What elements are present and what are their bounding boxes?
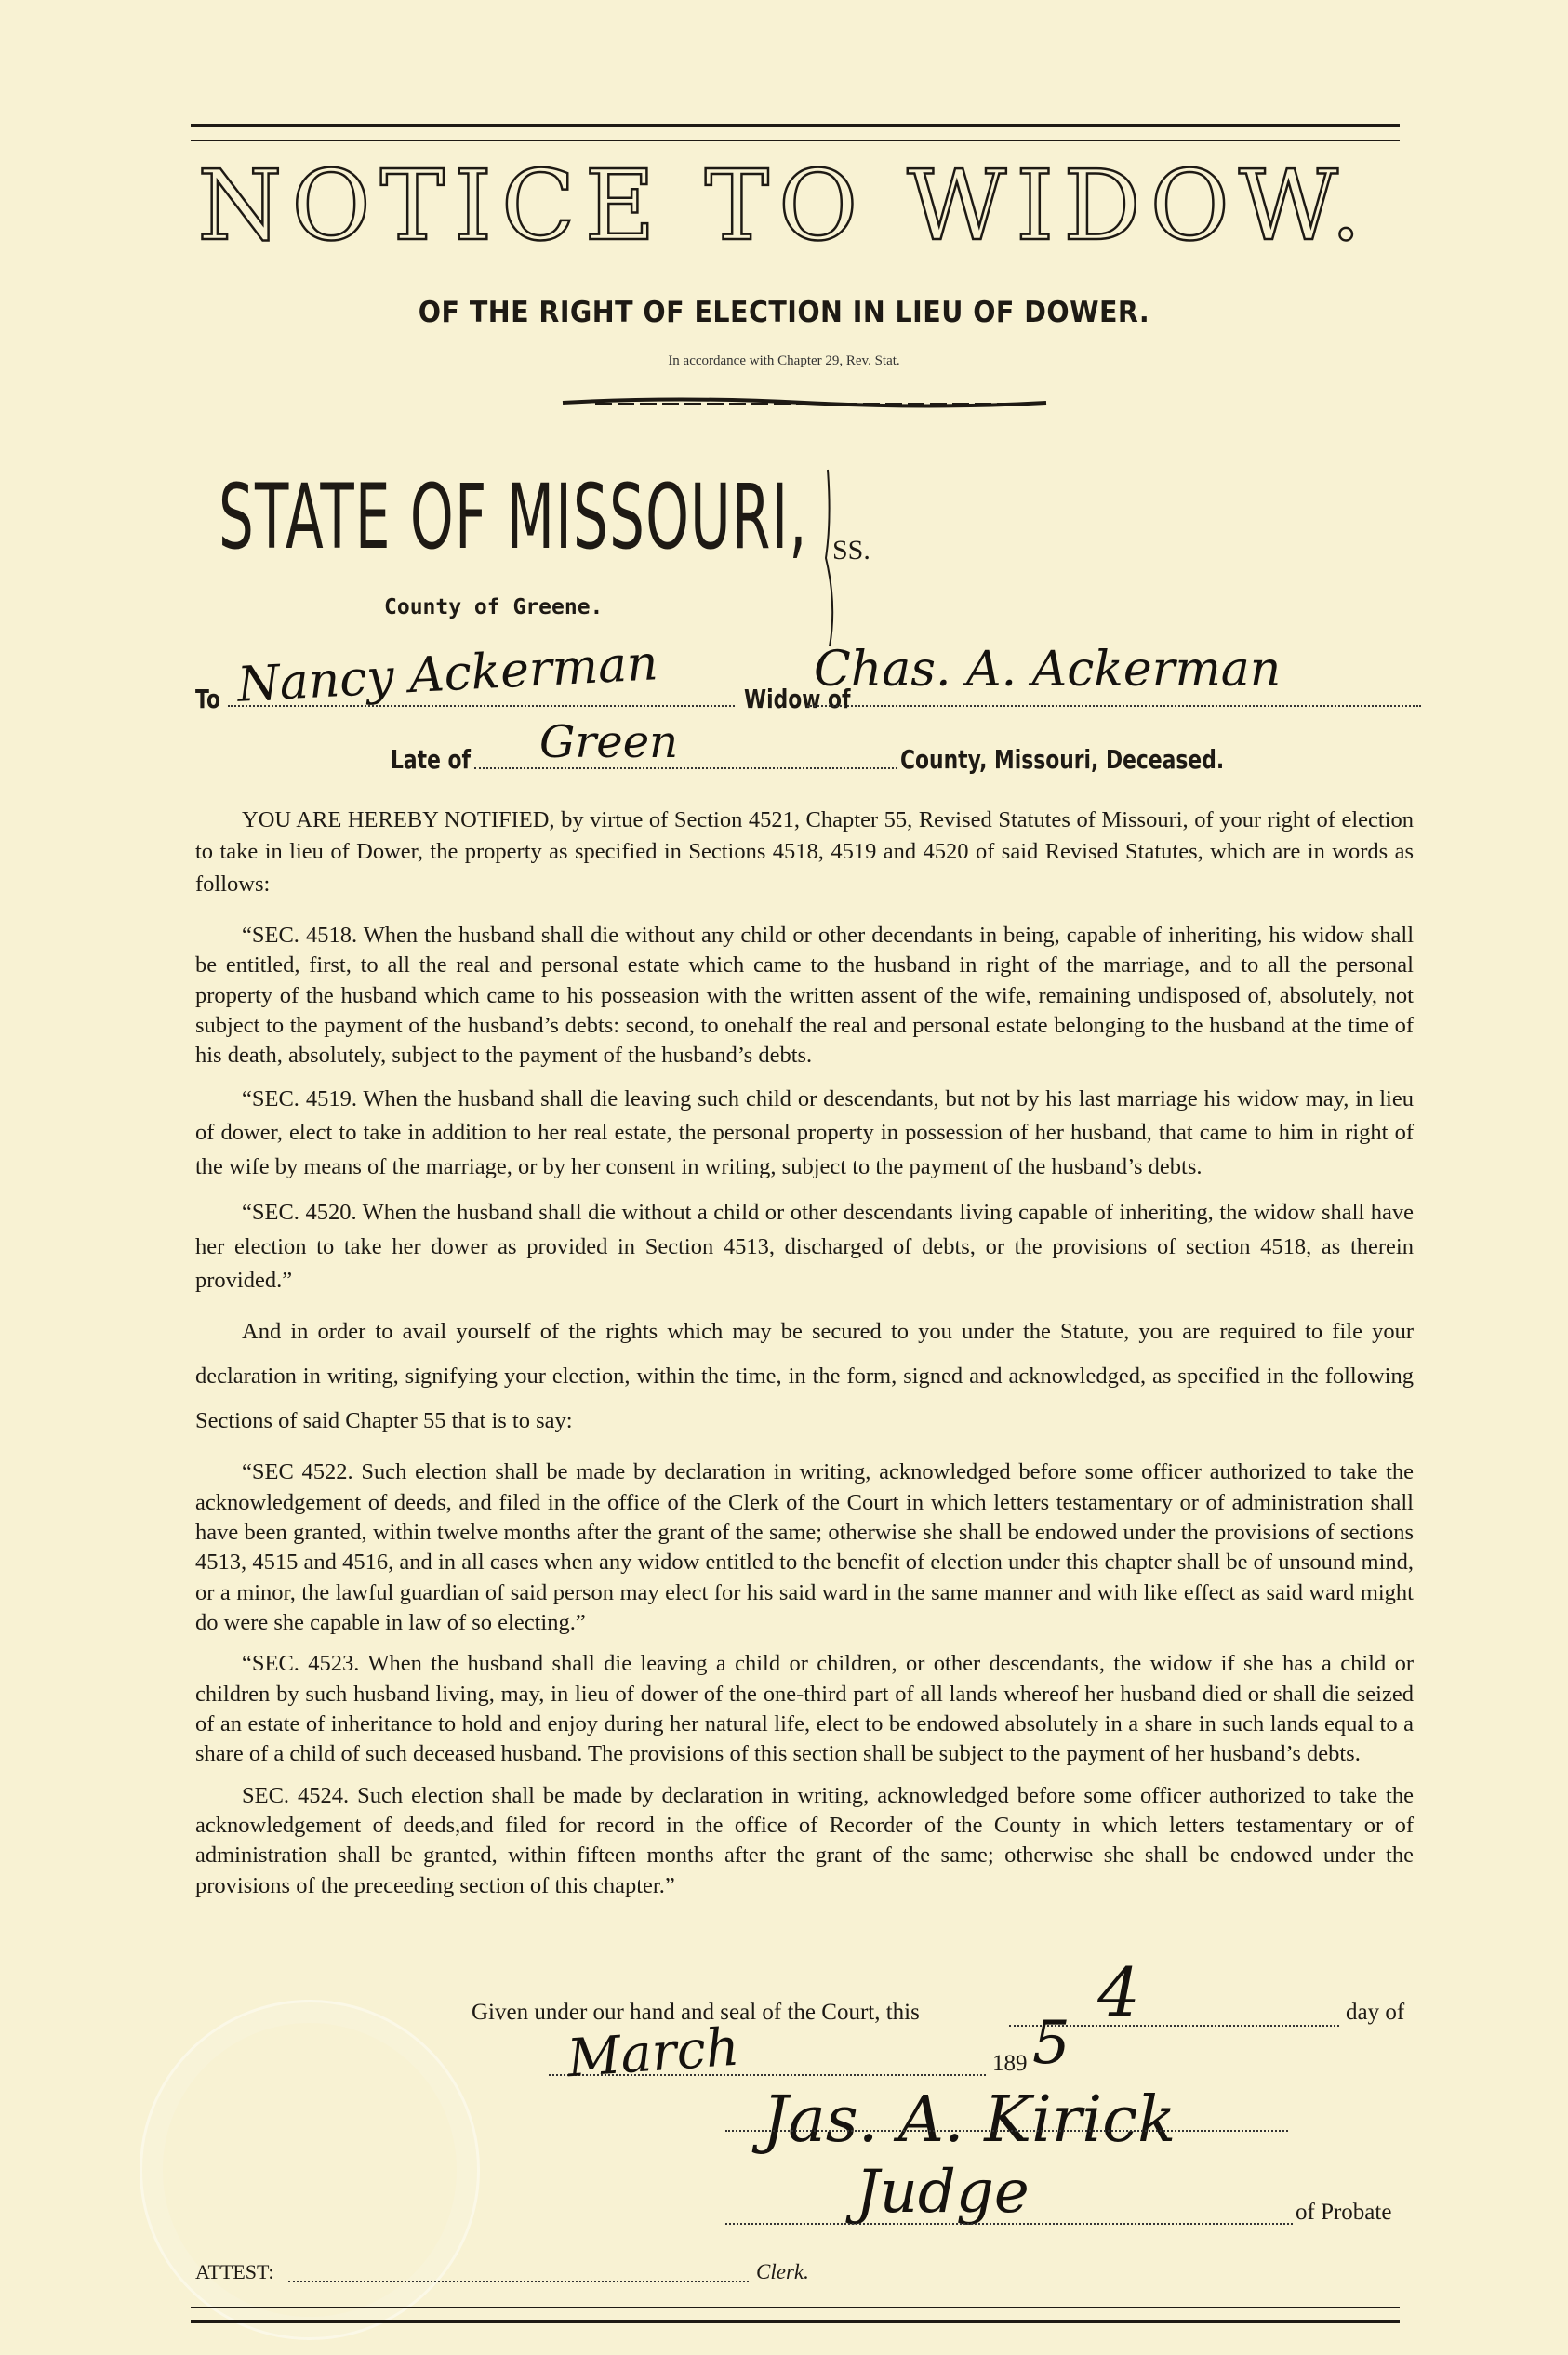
given-under-text: Given under our hand and seal of the Court, this [472,2000,920,2025]
late-of-label: Late of [391,744,472,775]
judge-line [725,2130,1288,2132]
day-value: 4 [1097,1953,1140,2031]
husband-name: Chas. A. Ackerman [814,642,1282,698]
attest-line [288,2281,749,2282]
section-4518-label: “SEC. 4518. [242,922,358,948]
section-4523-text: When the husband shall die leaving a child or children, or other descendants, the widow if she has a child or children by such husband living, may, in lieu of dower of the one-third part of all lands whereof her husband died or shall die seized of an estate of inheritance to hold and enjoy during her natural life, elect to be endowed absolutely in a share in such lands equal to a share of a child of such deceased husband. The provisions of this section shall be subject to the payment of her husband’s debts. [195,1651,1414,1767]
section-4522-label: “SEC 4522. [242,1459,353,1485]
document-subtitle: OF THE RIGHT OF ELECTION IN LIEU OF DOWER. [418,296,1150,329]
section-4518-text: When the husband shall die without any child or other decendants in being, capable of inheriting, his widow shall be entitled, first, to all the real and personal estate which came to the husband in right of the marriage, and to all the personal property of the husband which came to his posseasion with the written assent of the wife, remaining undisposed of, absolutely, not subject to the payment of the husband’s debts: second, to onehalf the real and personal estate belonging to the husband at the time of his death, absolutely, subject to the payment of the husband’s debts. [195,922,1415,1069]
section-4519-text: When the husband shall die leaving such child or descendants, but not by his last marriage his widow may, in lieu of dower, elect to take in addition to her real estate, the personal property in possession of her husband, that came to him in right of the wife by means of the marriage, or by her consent in writing, subject to the payment of the husband’s debts. [195,1085,1414,1180]
county-name: Green [539,716,679,768]
to-label: To [195,684,221,714]
of-probate-label: of Probate [1296,2200,1392,2225]
section-4524 [195,1781,1414,1901]
section-4520-label: “SEC. 4520. [242,1199,357,1225]
clerk-label: Clerk. [756,2260,809,2283]
section-4520 [195,1196,1414,1298]
section-4522-text: Such election shall be made by declaration in writing, acknowledged before some officer authorized to take the acknowledgement of deeds, and filed in the office of the Clerk of the Court in which letters testamentary or of administration shall have been granted, within twelve months after the grant of the same; otherwise she shall be endowed under the provisions of sections 4513, 4515 and 4516, and in all cases when any widow entitled to the benefit of election under this chapter shall be of unsound mind, or a minor, the lawful guardian of said person may elect for his said ward in the same manner and with like effect as said ward might do were she capable in law of so electing.” [195,1459,1415,1635]
statute-note: In accordance with Chapter 29, Rev. Stat. [668,353,900,368]
section-4520-text: When the husband shall die without a child or other descendants living capable of inheriting, the widow shall have her election to take her dower as provided in Section 4513, discharged of debts, or the provisions of section 4518, as therein provided.” [195,1199,1414,1294]
county-deceased-label: County, Missouri, Deceased. [900,744,1225,775]
top-rule-thick [191,124,1400,127]
intro-paragraph: YOU ARE HEREBY NOTIFIED, by virtue of Section 4521, Chapter 55, Revised Statutes of Missouri, of your right of election to take in lieu of Dower, the property as specified in Sections 4518, 4519 and 4520 of said Revised Statutes, which are in words as follows: [195,807,1414,897]
judge-title: Judge [856,2158,1030,2227]
scilicet-label: SS. [832,535,870,565]
widow-name: Nancy Ackerman [235,635,659,713]
husband-name-line [807,705,1421,707]
probate-line [725,2223,1293,2225]
section-4524-text: Such election shall be made by declaration in writing, acknowledged before some officer authorized to take the acknowledgement of deeds,and filed for record in the office of Recorder of the County in which letters testamentary or of administration shall be granted, within fifteen months after the grant of the same; otherwise she shall be endowed under the provisions of the preceeding section of this chapter.” [195,1782,1414,1898]
county-name-line [474,767,897,769]
section-4518 [195,921,1414,1071]
state-heading: STATE OF MISSOURI, [219,465,808,569]
document-title: NOTICE TO WIDOW. [197,149,1371,262]
section-4522 [195,1457,1414,1638]
ornamental-divider [558,395,1051,410]
year-prefix: 189 [992,2051,1028,2076]
section-4519 [195,1083,1414,1185]
section-4523-label: “SEC. 4523. [242,1651,360,1677]
notice-body [195,805,1414,1912]
attest-label: ATTEST: [195,2260,274,2283]
bottom-rule-thin [191,2307,1400,2308]
court-seal-emboss [140,2000,480,2340]
bottom-rule-thick [191,2320,1400,2323]
day-of-label: day of [1346,2000,1405,2025]
judge-signature: Jas. A. Kirick [763,2083,1176,2157]
avail-paragraph: And in order to avail yourself of the rights which may be secured to you under the Statute, you are required to file your declaration in writing, signifying your election, within the time, in the form, signed and acknowledged, as specified in the following Sections of said Chapter 55 that is to say: [195,1319,1414,1433]
month-value: March [565,2016,741,2090]
top-rule-thin [191,140,1400,141]
widow-of-label: Widow of [744,684,851,714]
section-4519-label: “SEC. 4519. [242,1085,357,1111]
section-4523 [195,1649,1414,1769]
year-digit: 5 [1032,2009,1070,2078]
county-label: County of Greene. [384,595,604,619]
section-4524-label: SEC. 4524. [242,1782,350,1808]
